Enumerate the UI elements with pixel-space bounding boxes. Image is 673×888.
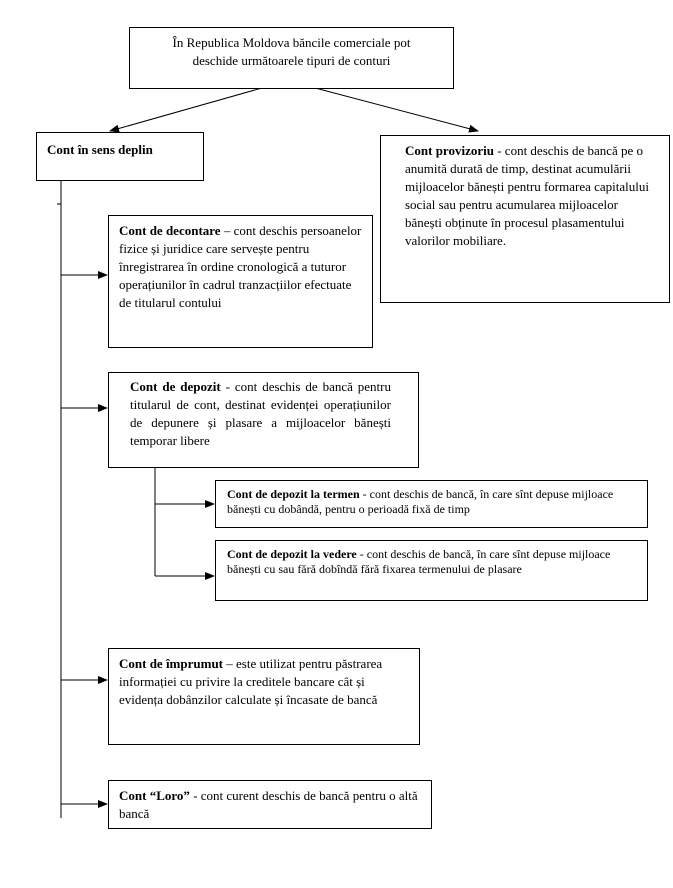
imprumut-box bbox=[108, 648, 420, 745]
loro-title: Cont “Loro” bbox=[119, 788, 190, 803]
depozit-vedere-title: Cont de depozit la vedere bbox=[227, 547, 357, 561]
decontare-box bbox=[108, 215, 373, 348]
top-line-1: În Republica Moldova băncile comerciale pot bbox=[172, 35, 411, 50]
depozit-termen-title: Cont de depozit la termen bbox=[227, 487, 360, 501]
depozit-termen-box bbox=[215, 480, 648, 528]
loro-box bbox=[108, 780, 432, 829]
decontare-title: Cont de decontare bbox=[119, 223, 221, 238]
imprumut-text: – este utilizat pentru păstrarea informației cu privire la creditele bancare cât și evidența dobânzilor calculate și încasate de bancă bbox=[119, 656, 383, 707]
arrow-to-provizoriu bbox=[300, 84, 478, 131]
arrow-to-deplin bbox=[110, 84, 276, 131]
depozit-text: - cont deschis de bancă pentru titularul de cont, destinat evidenței operațiunilor de depunere și plasare a mijloacelor bănești temporar libere bbox=[130, 379, 392, 448]
provizoriu-box bbox=[380, 135, 670, 303]
imprumut-title: Cont de împrumut bbox=[119, 656, 224, 671]
depozit-title: Cont de depozit bbox=[130, 379, 221, 394]
depozit-vedere-box bbox=[215, 540, 648, 601]
provizoriu-title: Cont provizoriu bbox=[405, 143, 494, 158]
deplin-title: Cont în sens deplin bbox=[47, 142, 153, 157]
loro-text: - cont curent deschis de bancă pentru o altă bancă bbox=[119, 788, 418, 821]
decontare-text: – cont deschis persoanelor fizice și juridice care servește pentru înregistrarea în ordine cronologică a tuturor operațiunilor în cadrul tranzacțiilor efectuate de titularul contului bbox=[119, 223, 362, 310]
depozit-termen-text: - cont deschis de bancă, în care sînt depuse mijloace bănești cu dobândă, pentru o perioadă fixă de timp bbox=[227, 487, 614, 516]
depozit-vedere-text: - cont deschis de bancă, în care sînt depuse mijloace bănești cu sau fără dobîndă fără fixarea termenului de plasare bbox=[227, 547, 611, 576]
deplin-box bbox=[36, 132, 204, 181]
depozit-box bbox=[108, 372, 419, 468]
top-line-2: deschide următoarele tipuri de conturi bbox=[192, 53, 391, 68]
top-box bbox=[129, 27, 454, 89]
provizoriu-text: - cont deschis de bancă pe o anumită durată de timp, destinat acumulării mijloacelor bănești pentru formarea capitalului social sau pentru acumularea mijloacelor bănești obținute în procesul plasamentului valorilor mobiliare. bbox=[405, 143, 650, 248]
